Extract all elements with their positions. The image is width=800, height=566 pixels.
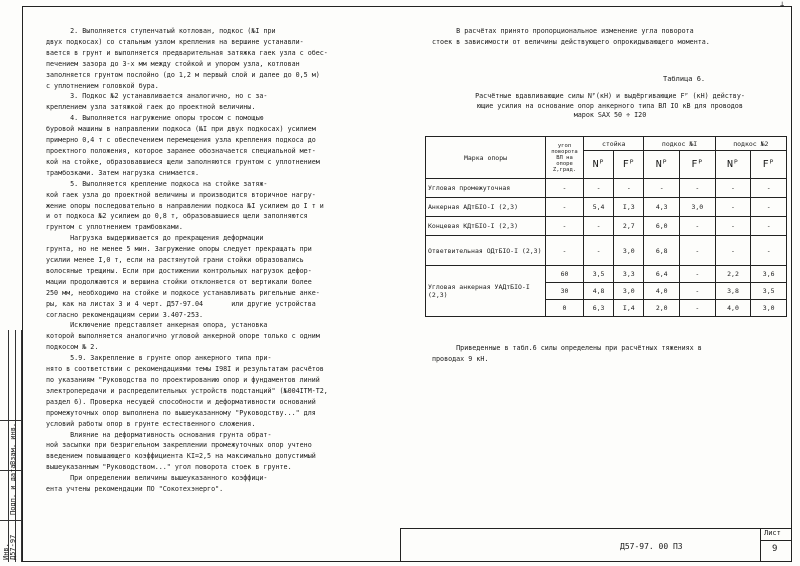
header-n-brace1: Nᴾ [644, 151, 680, 179]
header-f-brace2: Fᴾ [751, 151, 787, 179]
text-line: с уплотнением головкой бура. [46, 81, 159, 90]
header-angle: угол поворота ВЛ на опоре Z,град. [546, 137, 584, 179]
header-n-post: Nᴾ [584, 151, 614, 179]
text-line: печением зазора до 3-х мм между стойкой и упором узла, котлован [46, 59, 300, 68]
row-value: - [614, 179, 644, 198]
row-value: - [751, 236, 787, 266]
text-line: примерно 0,4 т с обеспечением перемещения узла крепления подкоса до [46, 136, 316, 145]
text-line: грунта, но не менее 5 мин. Загружение опоры следует прекращать при [46, 245, 312, 254]
text-line: нято в соответствии с рекомендациями темы I98I и результатам расчётов [46, 365, 324, 374]
text-line: проектного положения, которое заранее обозначается специальной мет- [46, 146, 316, 155]
text-line: введением повышающего коэффициента KI=2,5 на максимально допустимый [46, 452, 316, 461]
text-line: раздел 6). Проверка несущей способности и деформативности оснований [46, 397, 316, 406]
table-caption [432, 92, 788, 121]
row-name: Угловая промежуточная [426, 179, 546, 198]
row-value: 3,6 [751, 266, 787, 283]
text-line: электропередачи и распределительных устройств подстанций" (№004ITM-T2, [46, 386, 328, 395]
row-value: - [715, 236, 751, 266]
row-value: 6,0 [644, 217, 680, 236]
text-line: 2. Выполняется ступенчатый котлован, подкос (№I при [46, 27, 276, 35]
row-value: - [680, 266, 716, 283]
caption-line: Расчётные вдавливающие силы Nᴾ(кН) и выдёргивающие Fᴾ (кН) действу- [475, 92, 745, 100]
row-value: - [715, 217, 751, 236]
strip-replace-label: Взам. инв. [9, 422, 17, 465]
row-name: Ответвительная ОДтБIO-I (2,3) [426, 236, 546, 266]
header-post: стойка [584, 137, 644, 151]
strip-inventory-label: Инв. [2, 543, 10, 560]
row-value: 4,0 [715, 300, 751, 317]
sheet-label: Лист [764, 529, 781, 537]
caption-line: марок SAX 50 ÷ I20 [573, 111, 647, 119]
strip-sign-label: Подп. и дата [9, 464, 17, 515]
text-line: Исключение представляет анкерная опора, установка [46, 321, 268, 330]
row-value: 2,0 [644, 300, 680, 317]
table-row [426, 236, 787, 266]
text-line: согласно рекомендациям серии 3.407-253. [46, 310, 204, 319]
text-line: двух подкосах) со стальным узлом крепления на вершине устанавли- [46, 37, 304, 46]
row-value: I,3 [614, 198, 644, 217]
row-name: Анкерная АДтБIO-I (2,3) [426, 198, 546, 217]
text-line: 5. Выполняется крепление подкоса на стойке затяж- [46, 179, 268, 188]
row-angle: - [546, 236, 584, 266]
row-value: - [680, 179, 716, 198]
text-line: 250 мм, необходимо на стойке и подкосе устанавливать ригельные анке- [46, 288, 320, 297]
header-n-brace2: Nᴾ [715, 151, 751, 179]
row-value: 3,0 [614, 236, 644, 266]
strip-document-number: Д57-97 [9, 534, 17, 560]
document-code: Д57-97. 00 ПЗ [620, 542, 683, 551]
row-value: - [751, 198, 787, 217]
text-line: ной засыпки при безригельном закреплении промежуточных опор учтено [46, 441, 312, 450]
row-value: - [644, 179, 680, 198]
text-line: жение опоры последовательно в направлении подкоса №I усилием до I т и [46, 201, 324, 210]
row-value: 4,3 [644, 198, 680, 217]
text-line: мации продолжаются и вершина стойки отклоняется от вертикали более [46, 277, 312, 286]
row-value: - [584, 179, 614, 198]
row-value: 4,0 [644, 283, 680, 300]
row-value: - [584, 236, 614, 266]
caption-line: ющие усилия на основание опор анкерного типа ВЛ IO кВ для проводов [477, 101, 743, 110]
text-line: 5.9. Закрепление в грунте опор анкерного типа при- [46, 354, 272, 363]
header-f-brace1: Fᴾ [680, 151, 716, 179]
header-f-post: Fᴾ [614, 151, 644, 179]
row-value: - [715, 179, 751, 198]
row-value: - [751, 179, 787, 198]
row-value: - [715, 198, 751, 217]
left-text-column [46, 26, 384, 495]
row-angle: - [546, 179, 584, 198]
table-row [426, 217, 787, 236]
row-name: Угловая анкерная УАДтБIO-I (2,3) [426, 266, 546, 317]
header-brand: Марка опоры [426, 137, 546, 179]
sheet-box-divider [760, 540, 792, 541]
text-line: трамбозками. Затем нагрузка снимается. [46, 168, 199, 177]
row-value: 6,8 [644, 236, 680, 266]
text-line: ры, как на листах 3 и 4 черт. Д57-97.04 или другие устройства [46, 299, 316, 308]
text-line: 3. Подкос №2 устанавливается аналогично, но с за- [46, 92, 268, 101]
text-line: волосяные трещины. Если при достижении контрольных нагрузок дефор- [46, 266, 312, 275]
text-line: ента учтены рекомендации ПО "Сокотехэнерго". [46, 485, 224, 494]
table-row [426, 198, 787, 217]
text-line: кой на стойке, образовавшиеся щели заполняются грунтом с уплотнением [46, 157, 320, 166]
row-value: - [680, 300, 716, 317]
text-line: промежуточных опор выполнена по вышеуказанному "Руководству..." для [46, 408, 316, 417]
row-value: 4,8 [584, 283, 614, 300]
strip-line [0, 520, 22, 521]
right-intro-text [432, 26, 782, 48]
text-line: подкосом № 2. [46, 343, 99, 352]
row-value: - [680, 283, 716, 300]
sheet-number: 9 [772, 544, 778, 554]
row-value: I,4 [614, 300, 644, 317]
row-angle: 30 [546, 283, 584, 300]
text-line: по указаниям "Руководства по проектированию опор и фундаментов линий [46, 376, 320, 384]
row-value: 3,3 [614, 266, 644, 283]
row-angle: 60 [546, 266, 584, 283]
text-line: кой гаек узла до проектной величины и производится вторичное нагру- [46, 190, 316, 199]
row-angle: - [546, 217, 584, 236]
row-value: 6,3 [584, 300, 614, 317]
text-line: грунтом с уплотнением трамбовками. [46, 223, 183, 232]
forces-table [425, 136, 787, 317]
header-brace-1: подкос №I [644, 137, 715, 151]
intro-line: стоек в зависимости от величины действующего опрокидывающего момента. [432, 37, 710, 46]
row-value: 3,0 [614, 283, 644, 300]
text-line: 4. Выполняется нагружение опоры тросом с помощью [46, 114, 264, 123]
row-value: 3,0 [751, 300, 787, 317]
text-line: буровой машины в направлении подкоса (№I при двух подкосах) усилием [46, 125, 316, 134]
text-line: Нагрузка выдерживается до прекращения деформации [46, 234, 264, 243]
row-value: - [680, 217, 716, 236]
row-value: 2,2 [715, 266, 751, 283]
row-value: 2,7 [614, 217, 644, 236]
text-line: При определении величины вышеуказанного коэффици- [46, 474, 268, 483]
intro-line: В расчётах принято пропорциональное изменение угла поворота [432, 27, 694, 35]
text-line: усилии менее I,0 т, если на растянутой грани стойки образовались [46, 256, 304, 265]
text-line: которой выполняется аналогично угловой анкерной опоре только с одним [46, 332, 320, 341]
text-line: Влияние на деформативность основания грунта обрат- [46, 430, 272, 439]
title-block [400, 528, 792, 562]
table-number: Таблица 6. [663, 75, 706, 83]
strip-line [0, 420, 22, 421]
text-line: креплением узла затяжкой гаек до проектной величины. [46, 103, 256, 112]
row-value: 3,0 [680, 198, 716, 217]
note-line: проводах 9 кН. [432, 354, 489, 363]
row-value: 3,5 [584, 266, 614, 283]
text-line: условий работы опор в грунте естественного сложения. [46, 419, 256, 428]
row-value: 5,4 [584, 198, 614, 217]
row-value: - [751, 217, 787, 236]
header-brace-2: подкос №2 [715, 137, 786, 151]
row-angle: 0 [546, 300, 584, 317]
note-line: Приведенные в табл.6 силы определены при расчётных тяжениях в [432, 344, 702, 352]
row-angle: - [546, 198, 584, 217]
text-line: вается в грунт и выполняется предварительная затяжка гаек узла с обес- [46, 48, 328, 57]
top-corner-mark: ⊥ [780, 0, 785, 8]
text-line: вышеуказанным "Руководством..." угол поворота стоек в грунте. [46, 463, 292, 472]
table-row [426, 266, 787, 283]
row-value: - [680, 236, 716, 266]
table-row [426, 179, 787, 198]
text-line: заполняется грунтом послойно (до 1,2 м первый слой и далее до 0,5 м) [46, 70, 320, 79]
row-value: 6,4 [644, 266, 680, 283]
row-value: 3,8 [715, 283, 751, 300]
row-value: 3,5 [751, 283, 787, 300]
text-line: и от подкоса №2 усилием до 0,8 т, образовавшиеся щели заполняются [46, 212, 308, 221]
table-note [432, 343, 782, 365]
row-name: Концевая КДтБIO-I (2,3) [426, 217, 546, 236]
row-value: - [584, 217, 614, 236]
